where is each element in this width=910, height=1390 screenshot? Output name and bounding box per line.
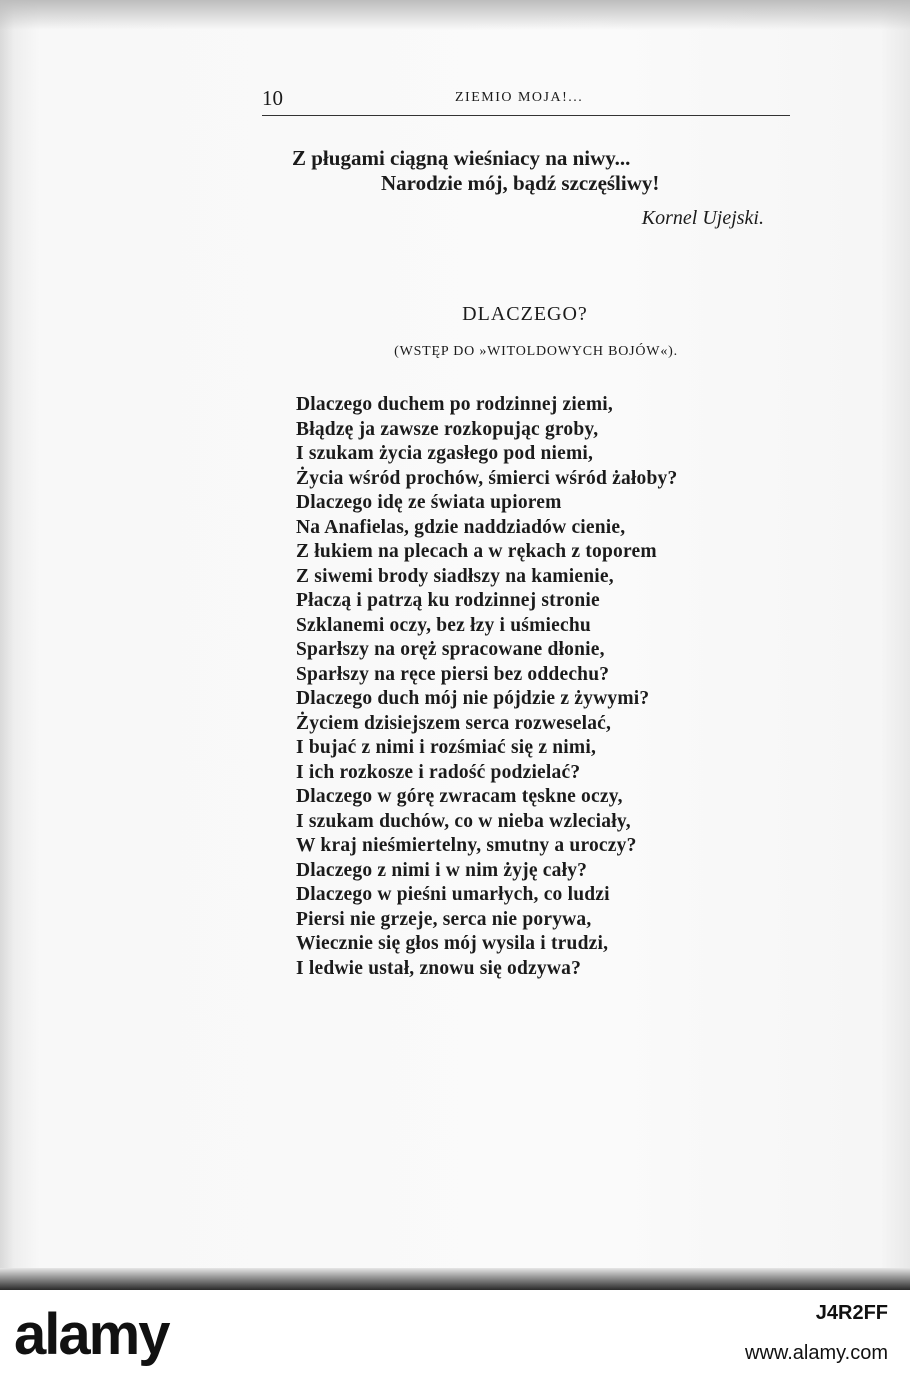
poem-line: Z siwemi brody siadłszy na kamienie, [296,565,614,587]
poem-line: Na Anafielas, gdzie naddziadów cienie, [296,516,626,538]
epigraph-author: Kornel Ujejski. [641,207,764,229]
poem-title: DLACZEGO? [462,303,588,325]
poem-line: Życia wśród prochów, śmierci wśród żałoby? [296,467,678,489]
poem-line: I ich rozkosze i radość podzielać? [296,761,581,783]
poem-line: Dlaczego w górę zwracam tęskne oczy, [296,786,623,807]
alamy-logo [14,1302,184,1372]
poem-line: Sparłszy na ręce piersi bez oddechu? [296,663,610,685]
poem-line: Błądzę ja zawsze rozkopując groby, [296,418,599,440]
poem-line: I ledwie ustał, znowu się odzywa? [296,957,582,979]
poem-line: Płaczą i patrzą ku rodzinnej stronie [296,590,600,611]
poem-line: Z łukiem na plecach a w rękach z toporem [296,541,657,562]
svg-text:alamy: alamy [14,1302,169,1367]
epigraph-line: Z pługami ciągną wieśniacy na niwy... [292,146,631,170]
page-number: 10 [262,86,283,110]
poem-line: Sparłszy na oręż spracowane dłonie, [296,639,605,660]
poem-line: I szukam życia zgasłego pod niemi, [296,443,594,464]
poem-line: Dlaczego duch mój nie pójdzie z żywymi? [296,688,650,709]
poem-subtitle: (WSTĘP DO »WITOLDOWYCH BOJÓW«). [394,344,678,359]
poem-line: Dlaczego z nimi i w nim żyję cały? [296,859,588,881]
watermark-footer [0,1290,910,1390]
poem-line: I szukam duchów, co w nieba wzleciały, [296,810,631,832]
page-bottom-edge [0,1268,910,1290]
poem-line: Dlaczego w pieśni umarłych, co ludzi [296,884,610,905]
poem-line: Szklanemi oczy, bez łzy i uśmiechu [296,614,591,636]
poem-line: Dlaczego idę ze świata upiorem [296,492,562,513]
poem-line: I bujać z nimi i rozśmiać się z nimi, [296,737,597,758]
poem-line: Wiecznie się głos mój wysila i trudzi, [296,933,609,954]
poem-line: Dlaczego duchem po rodzinnej ziemi, [296,394,613,415]
poem-line: Życiem dzisiejszem serca rozweselać, [296,712,612,734]
poem-body [296,393,677,981]
header-rule [262,115,790,116]
image-id: J4R2FF [815,1302,888,1324]
page-top-shadow [0,0,910,30]
poem-line: W kraj nieśmiertelny, smutny a uroczy? [296,835,637,856]
epigraph-line: Narodzie mój, bądź szczęśliwy! [381,171,660,195]
poem-line: Piersi nie grzeje, serca nie porywa, [296,908,592,930]
watermark-url: www.alamy.com [745,1342,888,1364]
running-title: ZIEMIO MOJA!... [455,90,584,105]
